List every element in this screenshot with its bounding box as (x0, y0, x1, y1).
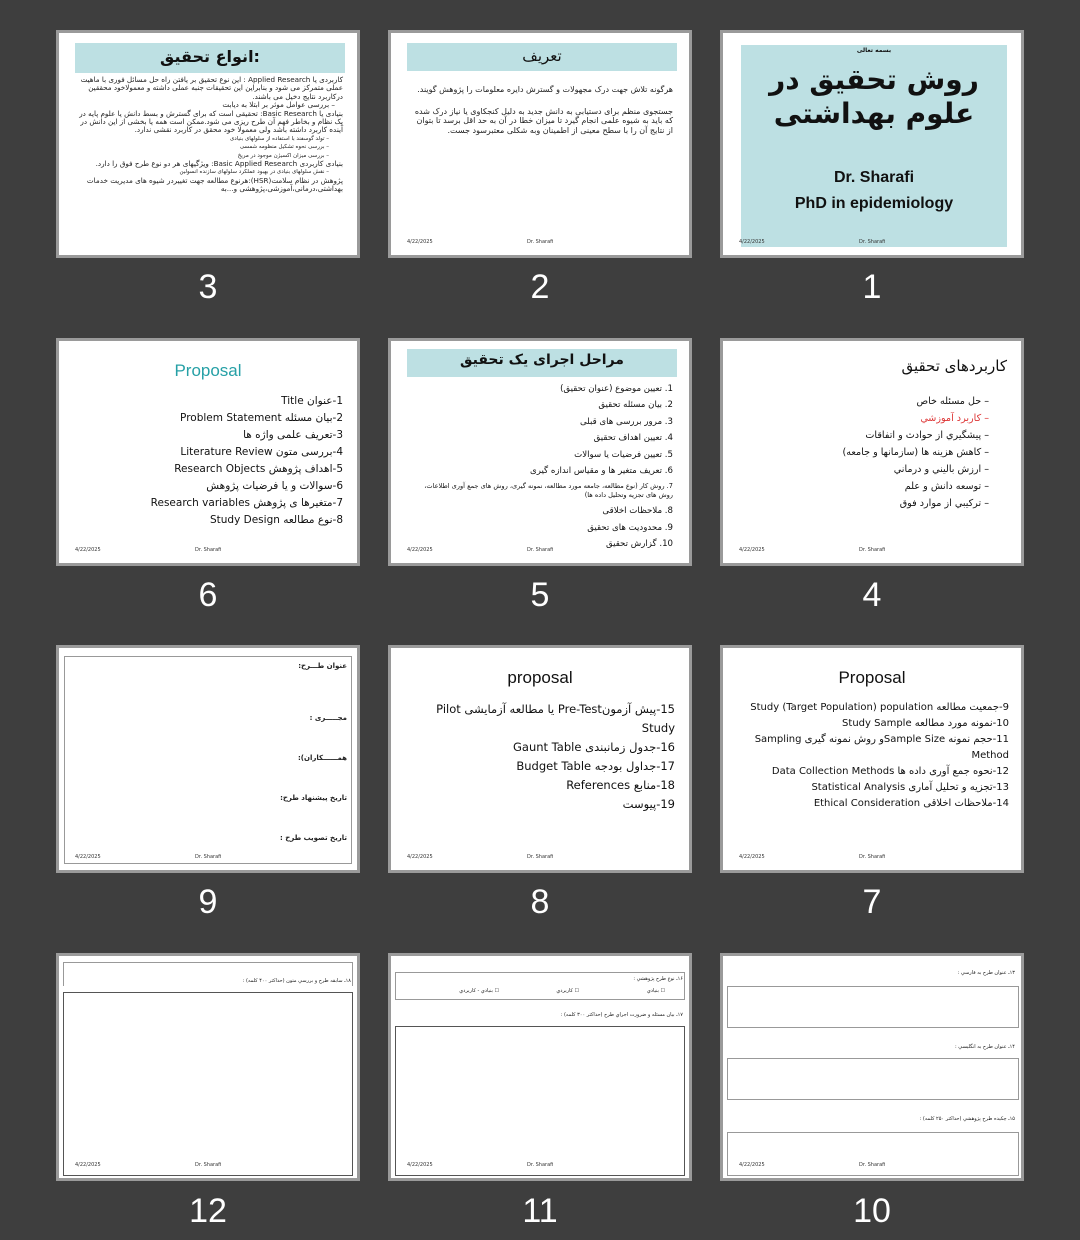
footer-author: Dr. Sharafi (195, 1162, 222, 1168)
slide-number: 3 (198, 268, 218, 306)
answer-box (727, 1132, 1019, 1176)
answer-box (727, 986, 1019, 1028)
slide-thumbnail-2[interactable] (388, 30, 692, 258)
footer-date: 4/22/2025 (739, 239, 765, 245)
slide-number: 11 (522, 1192, 558, 1230)
footer-date: 4/22/2025 (75, 1162, 101, 1168)
slide-thumbnail-5[interactable] (388, 338, 692, 566)
footer-author: Dr. Sharafi (527, 239, 554, 245)
slide-number: 1 (862, 268, 882, 306)
list-item: – ارزش باليني و درماني (893, 464, 989, 475)
footer-author: Dr. Sharafi (195, 547, 222, 553)
list-item: 2-بیان مسئله Problem Statement (180, 412, 343, 424)
slide-list (411, 381, 673, 553)
list-item: – حل مسئله خاص (916, 396, 989, 407)
list-item: – توسعه دانش و علم (904, 481, 989, 492)
slide-number: 4 (862, 576, 882, 614)
list-item: 7-متغیرها ی پژوهش Research variables (150, 497, 343, 509)
footer-author: Dr. Sharafi (527, 547, 554, 553)
slide-number: 12 (189, 1192, 227, 1230)
form-label: ۱۵ـ چكيده طرح پژوهشي (حداكثر ۲۵۰ كلمه) : (919, 1116, 1015, 1122)
footer-author: Dr. Sharafi (859, 1162, 886, 1168)
footer-date: 4/22/2025 (407, 239, 433, 245)
slide-list (739, 393, 989, 512)
presenter-degree: PhD in epidemiology (794, 195, 954, 212)
footer-date: 4/22/2025 (739, 1162, 765, 1168)
form-label: ۱۴ـ عنوان طرح به انگليسي : (955, 1044, 1015, 1050)
slide-thumbnail-6[interactable] (56, 338, 360, 566)
footer-date: 4/22/2025 (75, 547, 101, 553)
list-item: 6. تعریف متغیر ها و مقیاس اندازه گیری (529, 466, 673, 477)
list-item: – کاهش هزينه ها (سازمانها و جامعه) (842, 447, 989, 458)
list-item: 3. مرور بررسی های قبلی (579, 416, 673, 427)
footer-date: 4/22/2025 (407, 854, 433, 860)
footer-date: 4/22/2025 (739, 854, 765, 860)
footer-author: Dr. Sharafi (859, 854, 886, 860)
slide-title: انواع تحقیق: (160, 47, 260, 66)
list-item: 19-پیوست (622, 797, 675, 811)
slide-list (411, 700, 675, 814)
form-label: تاريخ پيشنهاد طرح: (280, 794, 347, 802)
footer-author: Dr. Sharafi (527, 854, 554, 860)
list-item: 12-نحوه جمع آوری داده ها Data Collection Methods (771, 766, 1009, 777)
list-item: 2. بیان مسئله تحقیق (598, 400, 673, 411)
footer-author: Dr. Sharafi (527, 1162, 554, 1168)
slide-number: 10 (853, 1192, 891, 1230)
form-label: ۱۶ـ نوع طرح پژوهشي : (633, 976, 683, 982)
slide-title: کاربردهای تحقیق (901, 357, 1007, 375)
list-item: 13-تجزیه و تحلیل آماری Statistical Analysis (811, 782, 1009, 793)
slide-thumbnail-8[interactable] (388, 645, 692, 873)
list-item: 5-اهداف پژوهش Research Objects (174, 463, 343, 475)
slide-body: هرگونه تلاش جهت درک مجهولات و گسترش دایره معلومات را پژوهش گویند. جستجوی منظم برای دستیابی به دانش جدید به دلیل کنجکاوی یا نیاز درک شده که باید به شیوه علمی انجام گیرد تا میزان خطا در آن به حد اقل برسد تا بتوان از نتایج آن را با سطح معینی از اطمینان وبه شکلی معتبرسود جست. (414, 85, 673, 135)
slide-thumbnail-9[interactable] (56, 645, 360, 873)
slide-thumbnail-3[interactable] (56, 30, 360, 258)
slide-thumbnail-11[interactable] (388, 953, 692, 1181)
list-item: 18-منابع References (566, 778, 675, 792)
form-label: ۱۳ـ عنوان طرح به فارسي : (957, 970, 1015, 976)
list-item: 10-نمونه مورد مطالعه Study Sample (842, 718, 1009, 729)
list-item: 7. روش کار (نوع مطالعه، جامعه مورد مطالعه، نمونه گیری، روش های جمع آوری اطلاعات، روش های تجزیه وتحلیل داده ها) (424, 482, 673, 500)
checkbox-option[interactable]: ☐ كاربردي (556, 988, 579, 994)
slide-thumbnail-1[interactable] (720, 30, 1024, 258)
list-item: 16-جدول زمانبندی Gaunt Table (512, 740, 675, 754)
checkbox-option[interactable]: ☐ بنيادي - كاربردي (459, 988, 499, 994)
slide-title: Proposal (838, 668, 906, 687)
slide-number: 2 (530, 268, 550, 306)
footer-date: 4/22/2025 (407, 1162, 433, 1168)
list-item: 3-تعریف علمی واژه ها (243, 429, 343, 441)
list-item: 15-پیش آزمونPre-Test یا مطالعه آزمایشی Pilot Study (436, 702, 675, 735)
list-item: 4. تعیین اهداف تحقیق (593, 433, 673, 444)
list-item: 5. تعیین فرضیات یا سوالات (574, 449, 673, 460)
list-item: 11-حجم نمونه Sample Sizeو روش نمونه گیری Sampling Method (754, 734, 1009, 761)
slide-thumbnail-4[interactable] (720, 338, 1024, 566)
list-item: 9. محدودیت های تحقیق (587, 522, 673, 533)
slide-number: 5 (530, 576, 550, 614)
answer-box (727, 1058, 1019, 1100)
basmala: بسمه تعالی (856, 47, 892, 54)
list-item: – پيشگيري از حوادث و اتفاقات (865, 430, 989, 441)
slide-number: 6 (198, 576, 218, 614)
list-item: 8. ملاحظات اخلاقی (602, 506, 673, 517)
footer-author: Dr. Sharafi (195, 854, 222, 860)
list-item: – ترکيبي از موارد فوق (899, 498, 989, 509)
slide-number: 9 (198, 883, 218, 921)
slide-title: مراحل اجرای یک تحقیق (460, 352, 624, 368)
presenter-name: Dr. Sharafi (833, 169, 915, 186)
slide-title: تعریف (522, 47, 562, 65)
list-item: 1. تعیین موضوع (عنوان تحقیق) (560, 384, 673, 394)
list-item: 4-بررسی متون Literature Review (180, 446, 343, 458)
slide-number: 7 (862, 883, 882, 921)
form-label: عنوان طـــرح: (298, 662, 347, 670)
slide-thumbnail-10[interactable] (720, 953, 1024, 1181)
list-item: 14-ملاحظات اخلاقی Ethical Consideration (813, 798, 1009, 809)
slide-number: 8 (530, 883, 550, 921)
form-label: ۱۸ـ سابقه طرح و بررسي متون (حداكثر ۴۰۰ كلمه) : (242, 978, 351, 984)
answer-box (395, 1026, 685, 1176)
slide-thumbnail-12[interactable] (56, 953, 360, 1181)
checkbox-option[interactable]: ☐ بنيادي (646, 988, 665, 994)
form-label: همــــــكاران): (297, 754, 347, 762)
slide-title: Proposal (174, 361, 242, 380)
slide-list (79, 393, 343, 529)
slide-title: روش تحقیق در علوم بهداشتی (769, 63, 979, 130)
list-item: 6-سوالات و یا فرضیات پژوهش (206, 480, 343, 492)
footer-author: Dr. Sharafi (859, 239, 886, 245)
list-item: – کاربرد آموزشي (920, 413, 989, 424)
footer-date: 4/22/2025 (407, 547, 433, 553)
list-item: 10. گزارش تحقیق (605, 539, 673, 550)
footer-date: 4/22/2025 (75, 854, 101, 860)
form-label: تاريخ تصويب طرح : (279, 834, 347, 842)
slide-thumbnail-7[interactable] (720, 645, 1024, 873)
footer-date: 4/22/2025 (739, 547, 765, 553)
footer-author: Dr. Sharafi (859, 547, 886, 553)
list-item: 8-نوع مطالعه Study Design (209, 514, 343, 526)
answer-box (63, 992, 353, 1176)
slide-list (739, 700, 1009, 812)
slide-body: کاربردی یا Applied Research : این نوع تحقیق بر یافتن راه حل مسائل فوری با ماهیت عملی متمرکز می شود و بنابراین این تحقیقات جنبه عملی داشته و معمولاخود محققین درکاربرد نتایج دخیل می باشند. – بررسی عوامل موثر بر ابتلا به دیابت بنیادی یا Basic Research: تحقیقی است که برای گسترش و بسط دانش یا علوم پایه در یک نظام و بخاطر فهم آن طرح ریزی می شود.ممکن است همه یا بخشی از این دانش در آینده کاربرد داشته باشد ولی معمولا خود محقق در کاربرد نقشی ندارد. – تولد گوسفند با استفاده از سلولهای بنیادی – بررسی نحوه تشکیل منظومه شمسی – بررسی میزان اکسیژن موجود در مریخ بنیادی کاربردی Basic Applied Research: ویژگیهای هر دو نوع طرح فوق را دارد. – نقش سلولهای بنیادی در بهبود عملکرد سلولهای سازنده انسولین پژوهش در نظام سلامت(HSR):هرنوع مطالعه جهت تغییردر شیوه های مدیریت خدمات بهداشتی،درمانی،آموزشی،پژوهشی و...به (79, 75, 343, 194)
list-item: 9-جمعیت مطالعه Study (Target Population) population (750, 702, 1009, 713)
slide-title: proposal (507, 668, 573, 687)
form-label: ۱۷ـ بيان مسئله و ضرورت اجراي طرح (حداكثر ۳۰۰ كلمه) : (560, 1012, 683, 1018)
list-item: 17-جداول بودجه Budget Table (516, 759, 675, 773)
list-item: 1-عنوان Title (281, 395, 343, 407)
form-label: مجـــــری : (309, 714, 347, 722)
